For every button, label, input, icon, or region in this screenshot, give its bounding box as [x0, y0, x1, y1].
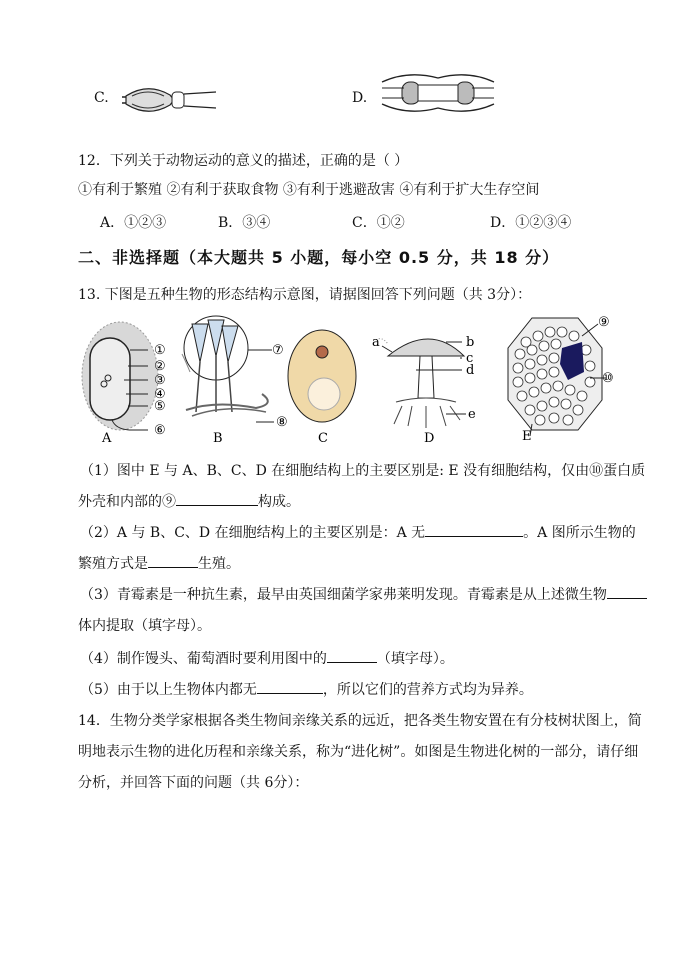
label-a: A — [102, 431, 112, 446]
q12-option-c: C．①② — [352, 215, 405, 231]
q13-part2-line2 — [78, 553, 240, 573]
q12-option-b: B．③④ — [218, 215, 271, 231]
option-d-label: D. — [352, 90, 368, 106]
organism-d-mushroom — [376, 339, 466, 428]
q14-line2: 明地表示生物的进化历程和亲缘关系，称为“进化树”。如图是生物进化树的一部分，请仔细 — [78, 744, 639, 760]
label-n4: ④ — [154, 387, 166, 402]
label-fig-a: a — [372, 335, 380, 350]
joint-diagram-c — [118, 82, 218, 116]
q12-option-d: D．①②③④ — [490, 215, 572, 231]
q12-option-a: A．①②③ — [100, 215, 167, 231]
label-b: B — [213, 431, 223, 446]
organism-c-yeast — [288, 330, 356, 422]
label-n3: ③ — [154, 373, 166, 388]
option-c-label: C. — [94, 90, 109, 106]
answer-blank-4[interactable] — [607, 584, 647, 599]
q13-part1-line1: （1）图中 E 与 A、B、C、D 在细胞结构上的主要区别是: E 没有细胞结构，仅由⑩蛋白质 — [80, 463, 646, 479]
q13-part2-line1 — [80, 522, 636, 542]
joint-diagram-d — [378, 68, 498, 118]
q14-line1: 14．生物分类学家根据各类生物间亲缘关系的远近，把各类生物安置在有分枝树状图上，简 — [78, 713, 642, 729]
q13-part2-text-d: 生殖。 — [198, 556, 240, 572]
q13-part2-text-b: 。A 图所示生物的 — [523, 525, 636, 541]
answer-blank-5[interactable] — [327, 648, 377, 663]
label-e: E — [522, 429, 532, 444]
q13-part5-text-a: （5）由于以上生物体内都无 — [80, 682, 257, 698]
q13-part2-text-c: 繁殖方式是 — [78, 556, 148, 572]
answer-blank-2[interactable] — [425, 522, 523, 537]
q12-items: ①有利于繁殖 ②有利于获取食物 ③有利于逃避敌害 ④有利于扩大生存空间 — [78, 182, 540, 198]
q14-line3: 分析，并回答下面的问题（共 6分）： — [78, 775, 309, 791]
label-d: D — [424, 431, 435, 446]
label-fig-d: d — [466, 363, 475, 378]
q13-part2-text-a: （2）A 与 B、C、D 在细胞结构上的主要区别是：A 无 — [80, 525, 426, 541]
q13-part3-line1 — [80, 584, 647, 604]
answer-blank-3[interactable] — [148, 553, 198, 568]
label-n9: ⑨ — [598, 315, 610, 330]
q13-part5 — [80, 679, 533, 699]
label-n1: ① — [154, 343, 166, 358]
label-n2: ② — [154, 359, 166, 374]
label-n6: ⑥ — [154, 423, 166, 438]
organism-e-virus — [508, 318, 606, 436]
organism-a-bacterium — [82, 322, 158, 430]
q13-part5-text-b: ，所以它们的营养方式均为异养。 — [322, 682, 533, 698]
answer-blank-1[interactable] — [176, 491, 258, 506]
q13-part4-text-a: （4）制作馒头、葡萄酒时要利用图中的 — [80, 651, 327, 667]
q13-stem: 13. 下图是五种生物的形态结构示意图，请据图回答下列问题（共 3分）： — [78, 287, 532, 303]
label-fig-b: b — [466, 335, 475, 350]
q13-part4 — [80, 648, 454, 668]
label-n5: ⑤ — [154, 399, 166, 414]
label-fig-e: e — [468, 407, 476, 422]
section-title: 二、非选择题（本大题共 5 小题，每小空 0.5 分，共 18 分） — [78, 248, 560, 267]
label-n7: ⑦ — [272, 343, 284, 358]
label-n10: ⑩ — [602, 371, 614, 386]
label-fig-c: c — [466, 351, 474, 366]
organism-b-penicillium — [182, 316, 274, 422]
answer-blank-6[interactable] — [257, 679, 323, 694]
q12-stem: 12．下列关于动物运动的意义的描述，正确的是（ ） — [78, 153, 409, 169]
label-n8: ⑧ — [276, 415, 288, 430]
q13-part1-text-b: 构成。 — [258, 494, 300, 510]
label-c: C — [318, 431, 328, 446]
q13-part3-text-a: （3）青霉素是一种抗生素，最早由英国细菌学家弗莱明发现。青霉素是从上述微生物 — [80, 587, 607, 603]
q13-part1-text-a: 外壳和内部的⑨ — [78, 494, 176, 510]
q13-part3-line2: 体内提取（填字母）。 — [78, 618, 211, 634]
q13-part1-line2 — [78, 491, 300, 511]
q13-part4-text-b: （填字母）。 — [376, 651, 454, 667]
five-organisms-figure — [76, 312, 616, 446]
